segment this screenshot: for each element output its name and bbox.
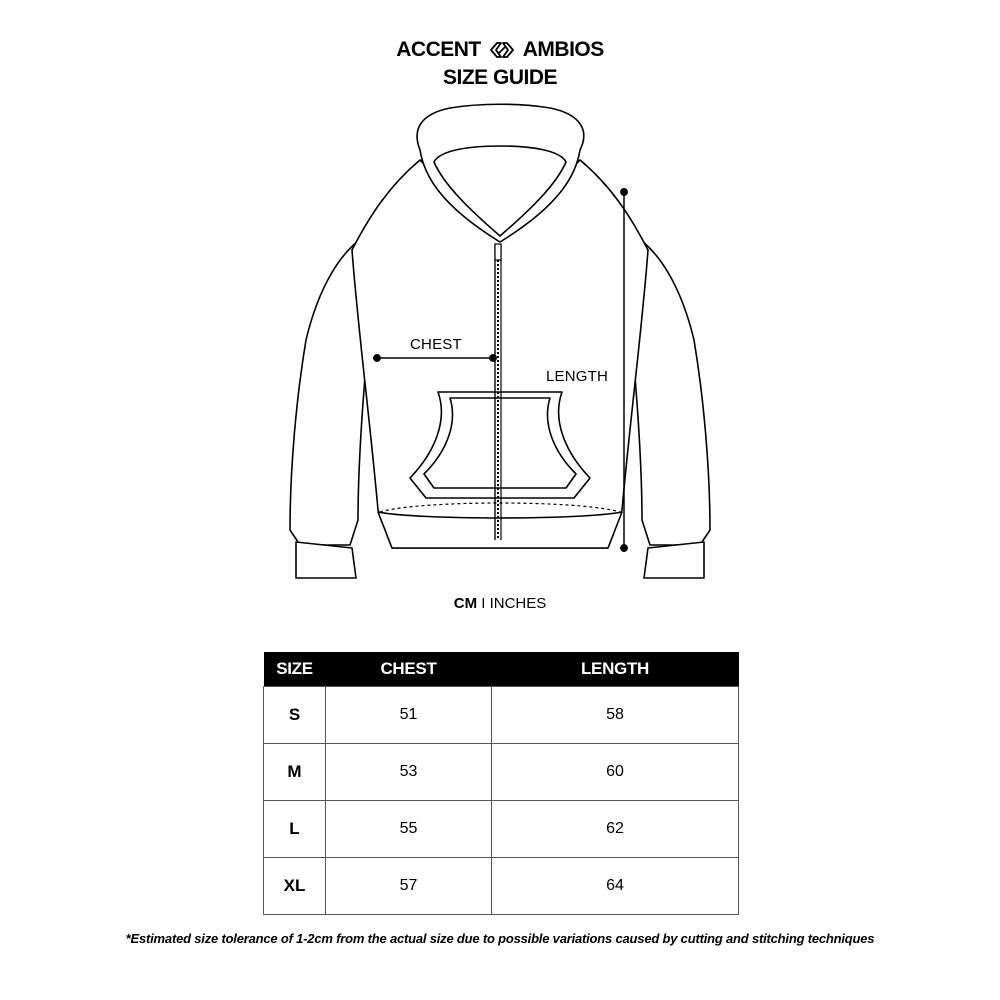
chest-label: CHEST [410,336,462,353]
unit-separator: I [481,595,486,612]
left-cuff [296,542,356,578]
table-header-row [264,652,739,687]
size-cell: L [264,801,326,858]
chest-cell: 53 [326,744,492,801]
size-cell: M [264,744,326,801]
header-length: LENGTH [492,652,739,687]
table-row [264,801,739,858]
waistband [378,512,622,548]
header-chest: CHEST [326,652,492,687]
brand-right: AMBIOS [522,38,604,61]
tolerance-footnote: *Estimated size tolerance of 1-2cm from the actual size due to possible variations caused by cutting and stitching techniques [125,931,875,946]
size-cell: S [264,687,326,744]
brand-left: ACCENT [396,38,481,61]
page-title: SIZE GUIDE [442,66,558,89]
header-size: SIZE [264,652,326,687]
table-row [264,744,739,801]
chest-cell: 55 [326,801,492,858]
length-cell: 58 [492,687,739,744]
unit-cm: CM [453,595,478,612]
length-label: LENGTH [546,368,609,385]
chest-cell: 57 [326,858,492,915]
chest-cell: 51 [326,687,492,744]
length-cell: 62 [492,801,739,858]
table-row [264,858,739,915]
units-toggle [0,595,1000,612]
length-cell: 60 [492,744,739,801]
table-row [264,687,739,744]
length-cell: 64 [492,858,739,915]
unit-inches: INCHES [489,595,547,612]
right-cuff [644,542,704,578]
size-cell: XL [264,858,326,915]
size-table [263,652,739,915]
